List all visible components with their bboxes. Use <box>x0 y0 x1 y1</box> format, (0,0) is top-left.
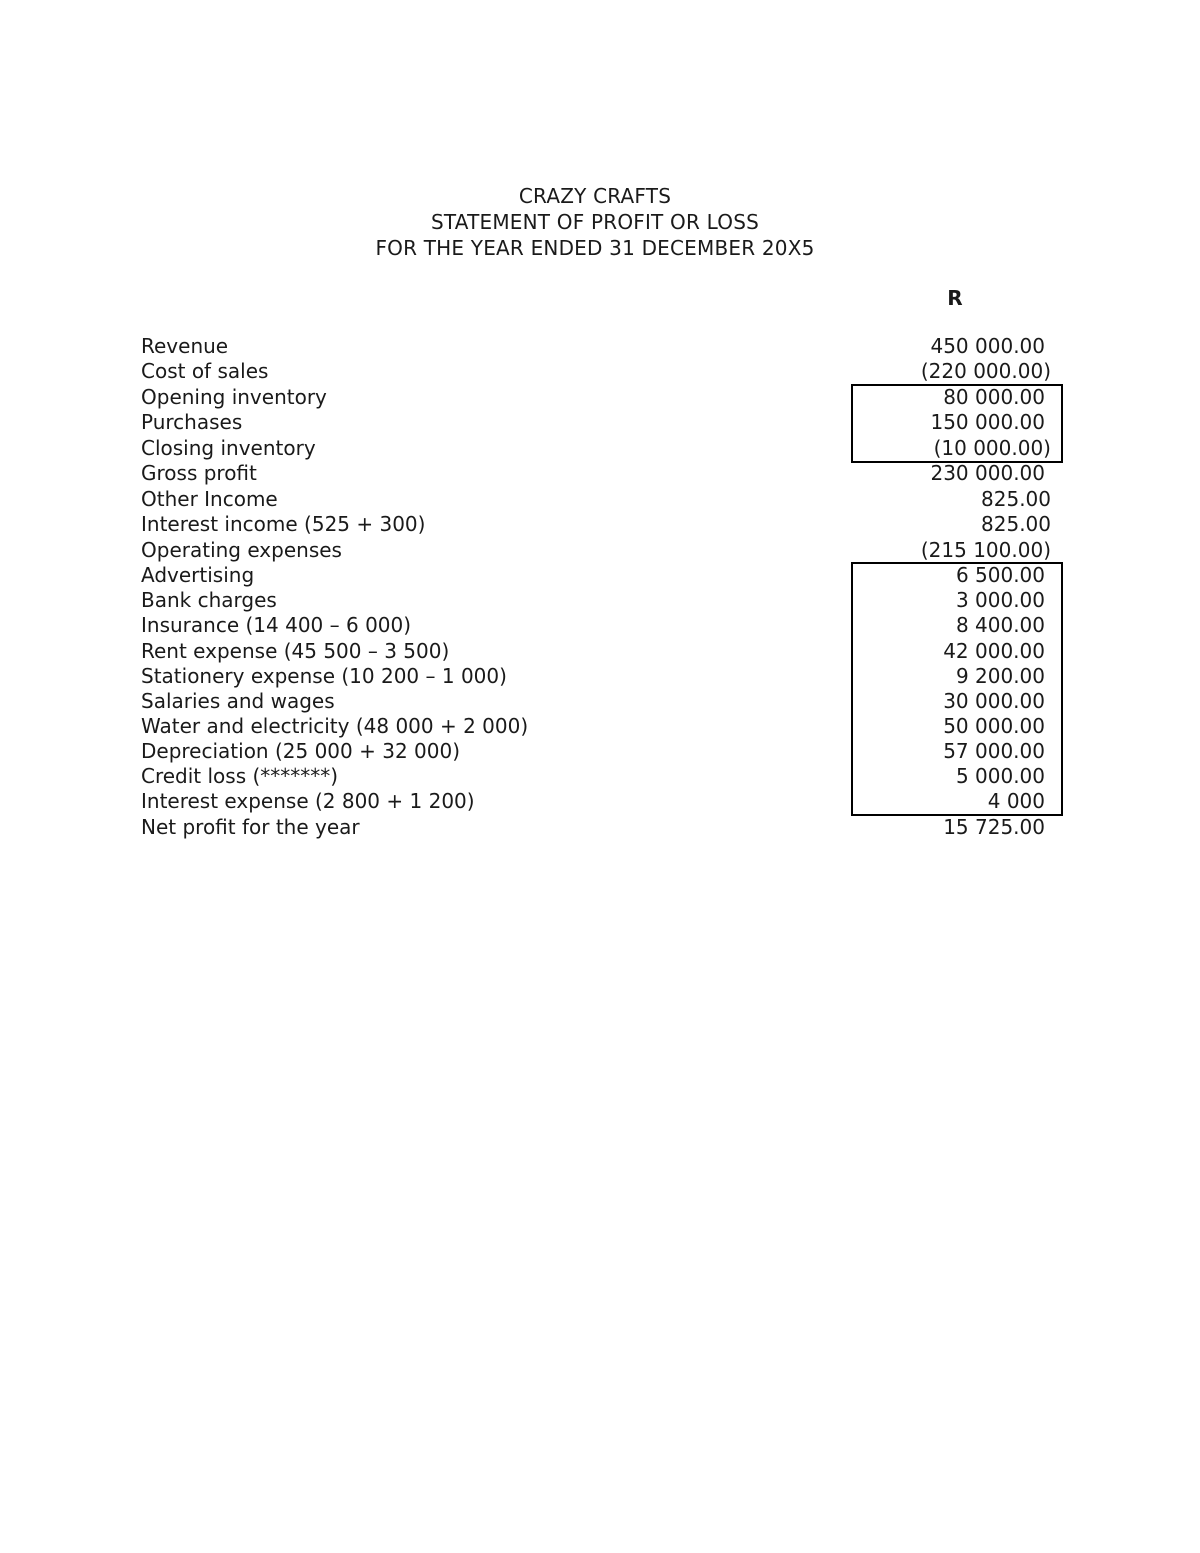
line-label: Closing inventory <box>141 436 316 460</box>
line-amount: 3 000.00 <box>955 588 1045 612</box>
line-label: Depreciation (25 000 + 32 000) <box>141 739 461 763</box>
line-label: Revenue <box>141 334 229 358</box>
line-label: Interest income (525 + 300) <box>141 512 426 536</box>
line-amount: 450 000.00 <box>930 334 1045 358</box>
line-amount: 4 000 <box>987 789 1045 813</box>
statement-period: FOR THE YEAR ENDED 31 DECEMBER 20X5 <box>375 236 815 260</box>
row-other-income <box>0 487 1200 512</box>
operating-expenses-breakdown-box <box>851 562 1063 816</box>
company-name: CRAZY CRAFTS <box>518 184 672 208</box>
row-net-profit <box>0 815 1200 840</box>
row-gross-profit <box>0 461 1200 486</box>
line-amount: 15 725.00 <box>943 815 1045 839</box>
row-operating-expenses <box>0 538 1200 563</box>
line-amount: 825.00 <box>981 487 1051 511</box>
line-label: Purchases <box>141 410 243 434</box>
currency-column-header: R <box>947 286 963 310</box>
line-label: Rent expense (45 500 – 3 500) <box>141 639 450 663</box>
line-label: Water and electricity (48 000 + 2 000) <box>141 714 529 738</box>
cost-of-sales-breakdown-box <box>851 384 1063 463</box>
line-amount: 80 000.00 <box>943 385 1045 409</box>
line-amount: 8 400.00 <box>955 613 1045 637</box>
line-label: Interest expense (2 800 + 1 200) <box>141 789 475 813</box>
line-label: Cost of sales <box>141 359 269 383</box>
line-amount: 50 000.00 <box>943 714 1045 738</box>
line-label: Stationery expense (10 200 – 1 000) <box>141 664 507 688</box>
line-label: Salaries and wages <box>141 689 335 713</box>
row-interest-income <box>0 512 1200 537</box>
line-amount: 30 000.00 <box>943 689 1045 713</box>
line-label: Bank charges <box>141 588 277 612</box>
line-label: Opening inventory <box>141 385 327 409</box>
line-amount: 57 000.00 <box>943 739 1045 763</box>
line-label: Other Income <box>141 487 278 511</box>
line-amount: 825.00 <box>981 512 1051 536</box>
line-amount: (10 000.00) <box>933 436 1051 460</box>
line-label: Operating expenses <box>141 538 342 562</box>
line-label: Advertising <box>141 563 255 587</box>
line-label: Net profit for the year <box>141 815 360 839</box>
line-amount: (220 000.00) <box>920 359 1051 383</box>
line-label: Credit loss (*******) <box>141 764 339 788</box>
line-amount: 150 000.00 <box>930 410 1045 434</box>
line-amount: (215 100.00) <box>920 538 1051 562</box>
line-label: Insurance (14 400 – 6 000) <box>141 613 412 637</box>
line-amount: 42 000.00 <box>943 639 1045 663</box>
line-amount: 230 000.00 <box>930 461 1045 485</box>
row-revenue <box>0 334 1200 359</box>
line-amount: 9 200.00 <box>955 664 1045 688</box>
row-cost-of-sales <box>0 359 1200 384</box>
line-amount: 5 000.00 <box>955 764 1045 788</box>
statement-title: STATEMENT OF PROFIT OR LOSS <box>430 210 759 234</box>
line-label: Gross profit <box>141 461 257 485</box>
line-amount: 6 500.00 <box>955 563 1045 587</box>
